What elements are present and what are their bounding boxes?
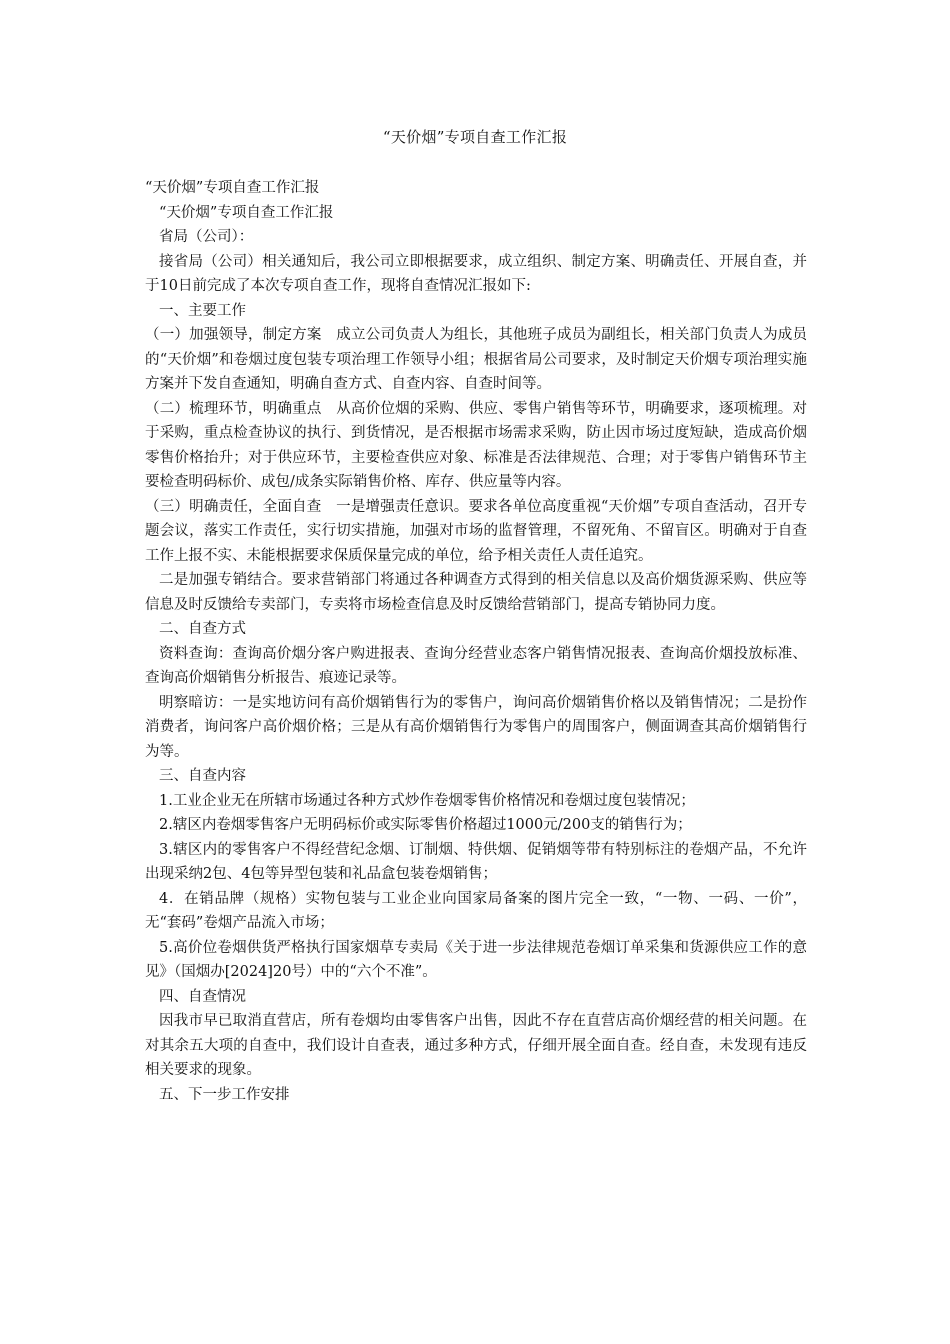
list-item: 2.辖区内卷烟零售客户无明码标价或实际零售价格超过1000元/200支的销售行为；: [159, 817, 692, 833]
paragraph-data-query: 资料查询：查询高价烟分客户购进报表、查询分经营业态客户销售情况报表、查询高价烟投放标准、查询高价烟销售分析报告、痕迹记录等。: [145, 645, 807, 686]
section-heading-method: 二、自查方式: [159, 621, 246, 637]
list-item: 1.工业企业无在所辖市场通过各种方式炒作卷烟零售价格情况和卷烟过度包装情况；: [159, 792, 695, 809]
section-heading-next-steps: 五、下一步工作安排: [159, 1086, 290, 1103]
section-heading-main-work: 一、主要工作: [159, 302, 246, 319]
paragraph-heading-repeat-indented: “天价烟”专项自查工作汇报: [159, 204, 334, 221]
paragraph-inspection: 明察暗访：一是实地访问有高价烟销售行为的零售户，询问高价烟销售价格以及销售情况；二是扮作消费者，询问客户高价烟价格；三是从有高价烟销售行为零售户的周围客户，侧面调查其高价烟销售行为等。: [145, 694, 807, 760]
document-body: [145, 176, 807, 1107]
section-heading-content: 三、自查内容: [159, 768, 246, 784]
paragraph-heading-repeat: “天价烟”专项自查工作汇报: [145, 180, 320, 196]
paragraph-intro: 接省局（公司）相关通知后，我公司立即根据要求，成立组织、制定方案、明确责任、开展自查，并于10日前完成了本次专项自查工作，现将自查情况汇报如下:: [145, 253, 807, 294]
list-item: 5.高价位卷烟供货严格执行国家烟草专卖局《关于进一步法律规范卷烟订单采集和货源供应工作的意见》（国烟办[2024]20号）中的“六个不准”。: [145, 939, 807, 980]
list-item: 3.辖区内的零售客户不得经营纪念烟、订制烟、特供烟、促销烟等带有特别标注的卷烟产品，不允许出现采纳2包、4包等异型包装和礼品盒包装卷烟销售；: [145, 841, 807, 882]
list-item: 4．在销品牌（规格）实物包装与工业企业向国家局备案的图片完全一致，“一物、一码、一价”，无“套码”卷烟产品流入市场；: [145, 890, 807, 931]
document-title: “天价烟”专项自查工作汇报: [382, 128, 568, 146]
paragraph-item-3-continued: 二是加强专销结合。要求营销部门将通过各种调查方式得到的相关信息以及高价烟货源采购、供应等信息及时反馈给专卖部门，专卖将市场检查信息及时反馈给营销部门，提高专销协同力度。: [145, 572, 807, 613]
section-heading-situation: 四、自查情况: [159, 988, 246, 1005]
paragraph-salutation: 省局（公司）：: [159, 229, 254, 245]
paragraph-item-1: （一）加强领导，制定方案 成立公司负责人为组长，其他班子成员为副组长，相关部门负责人为成员的“天价烟”和卷烟过度包装专项治理工作领导小组；根据省局公司要求，及时制定天价烟专项治理实施方案并下发自查通知，明确自查方式、自查内容、自查时间等。: [145, 327, 807, 392]
paragraph-item-2: （二）梳理环节，明确重点 从高价位烟的采购、供应、零售户销售等环节，明确要求，逐项梳理。对于采购，重点检查协议的执行、到货情况，是否根据市场需求采购，防止因市场过度短缺，造成高价烟零售价格抬升；对于供应环节，主要检查供应对象、标准是否法律规范、合理；对于零售户销售环节主要检查明码标价、成包/成条实际销售价格、库存、供应量等内容。: [145, 400, 807, 490]
paragraph-situation: 因我市早已取消直营店，所有卷烟均由零售客户出售，因此不存在直营店高价烟经营的相关问题。在对其余五大项的自查中，我们设计自查表，通过多种方式，仔细开展全面自查。经自查，未发现有违反相关要求的现象。: [145, 1013, 807, 1078]
paragraph-item-3: （三）明确责任，全面自查 一是增强责任意识。要求各单位高度重视“天价烟”专项自查活动，召开专题会议，落实工作责任，实行切实措施，加强对市场的监督管理，不留死角、不留盲区。明确对于自查工作上报不实、未能根据要求保质保量完成的单位，给予相关责任人责任追究。: [145, 498, 807, 564]
